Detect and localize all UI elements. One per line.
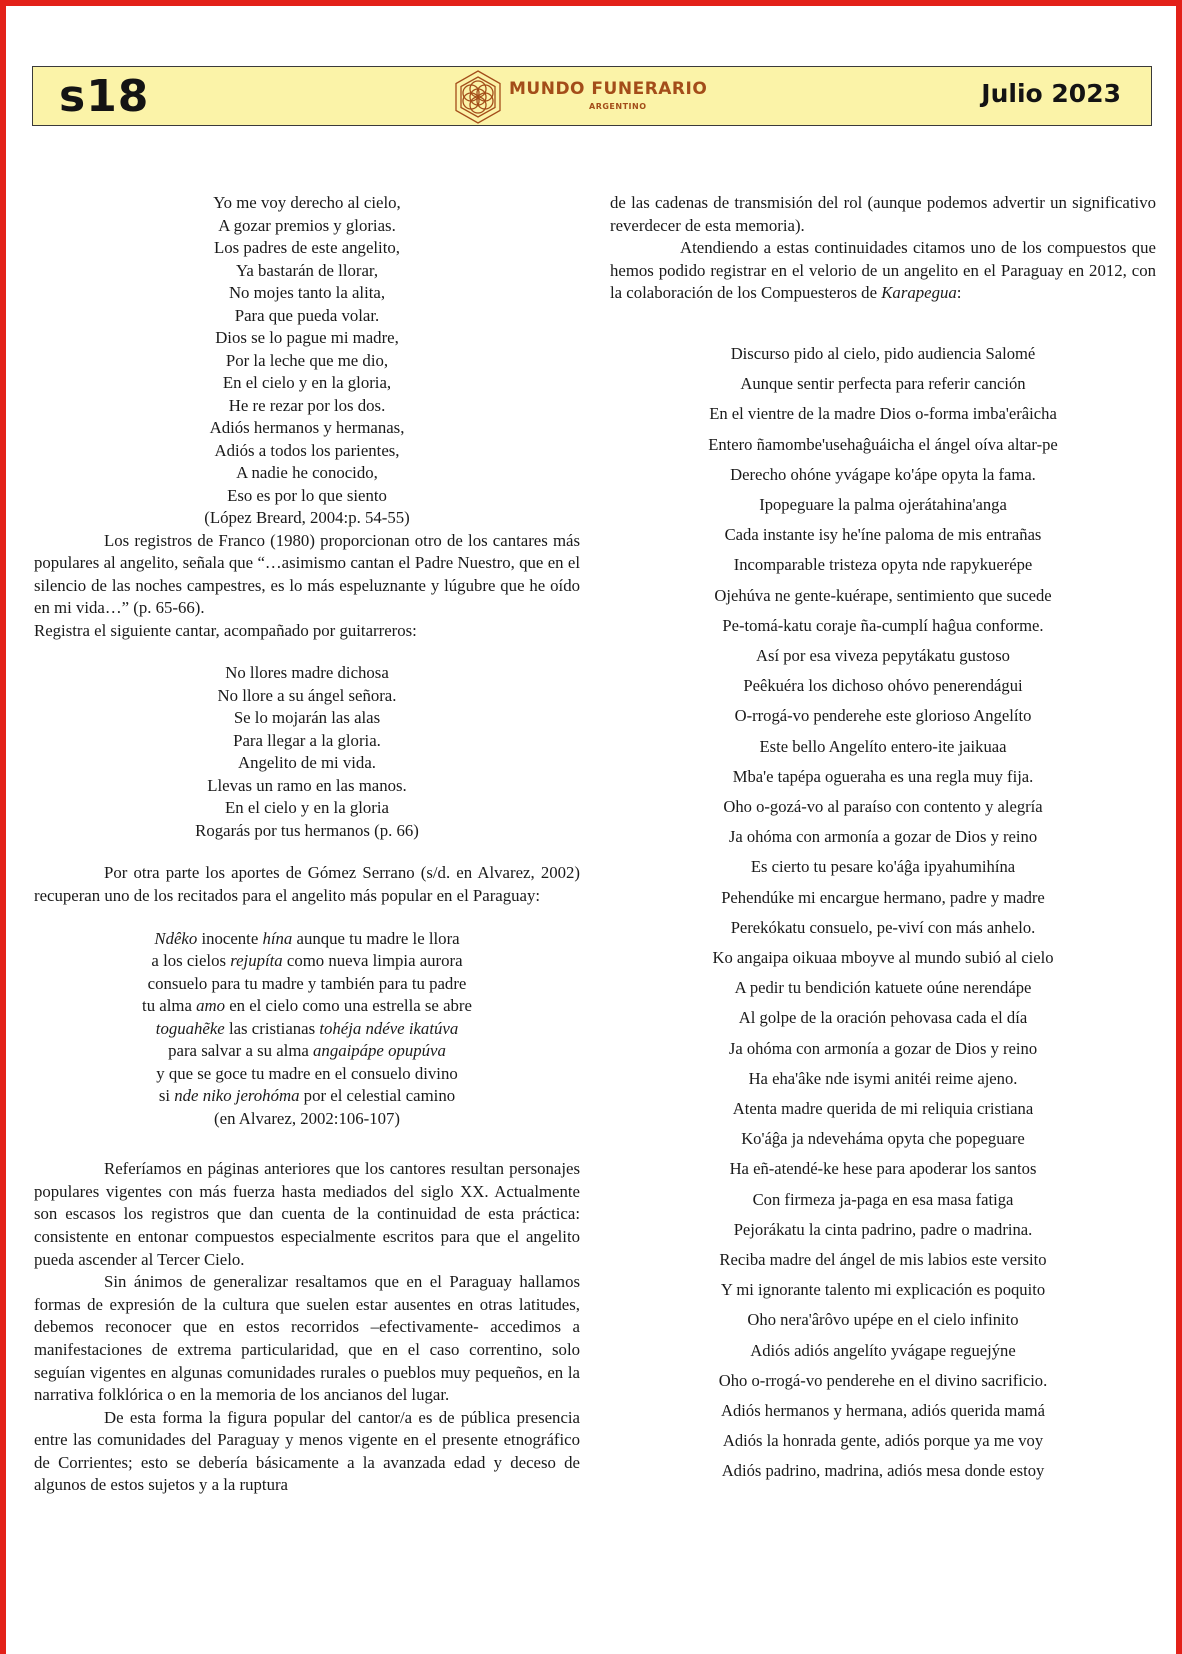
verse-line: Pejorákatu la cinta padrino, padre o madrina. [733, 1219, 1033, 1239]
verse-text: como nueva limpia aurora [282, 951, 463, 971]
verse-line: Aunque sentir perfecta para referir canción [740, 374, 1026, 394]
verse-line: Ipopeguare la palma ojerátahina'anga [759, 494, 1007, 514]
verse-text: aunque tu madre le llora [292, 928, 460, 948]
verse-line: Eso es por lo que siento [227, 485, 387, 505]
verse-text: si [158, 1086, 175, 1106]
verse-line: Ha eñ-atendé-ke hese para apoderar los santos [729, 1159, 1037, 1179]
issue-date: Julio 2023 [981, 79, 1121, 108]
paragraph-text: Atendiendo a estas continuidades citamos uno de los compuestos que hemos podido registrar en el velorio de un angelito en el Paraguay en 2012, con la colaboración de los Compuesteros de [610, 238, 1156, 303]
guarani-word: nde niko jerohóma [174, 1086, 300, 1106]
guarani-word: hína [262, 928, 293, 948]
verse-line: Ja ohóma con armonía a gozar de Dios y reino [728, 1038, 1038, 1058]
verse-text: tu alma [142, 996, 197, 1016]
verse-line: Ja ohóma con armonía a gozar de Dios y reino [728, 827, 1038, 847]
verse-line: Entero ñamombe'usehaĝuáicha el ángel oíva altar-pe [708, 434, 1058, 454]
verse-line: Yo me voy derecho al cielo, [213, 193, 401, 212]
verse-text: en el cielo como una estrella se abre [225, 996, 472, 1016]
poem-angelito-2 [34, 662, 580, 842]
brand-logo [451, 69, 751, 125]
verse-line: En el cielo y en la gloria [224, 798, 390, 818]
left-column [34, 192, 580, 1497]
verse-line: Ko angaipa oikuaa mboyve al mundo subió al cielo [712, 948, 1054, 968]
verse-line: Dios se lo pague mi madre, [215, 328, 399, 347]
verse-line: Adiós adiós angelíto yvágape reguejýne [750, 1340, 1016, 1360]
place-name: Karapegua [881, 283, 957, 303]
verse-line: A nadie he conocido, [236, 463, 378, 482]
verse-line [34, 1040, 580, 1063]
verse-text: para salvar a su alma [168, 1041, 314, 1061]
verse-line [34, 950, 580, 973]
verse-line: Oho nera'ârôvo upépe en el cielo infinito [747, 1310, 1019, 1330]
verse-line: He re rezar por los dos. [228, 395, 386, 415]
verse-line: Ya bastarán de llorar, [235, 260, 379, 280]
guarani-word: tohéja ndéve ikatúva [319, 1018, 459, 1038]
verse-line: Al golpe de la oración pehovasa cada el día [738, 1008, 1028, 1028]
verse-line: En el cielo y en la gloria, [222, 373, 392, 392]
verse-line: En el vientre de la madre Dios o-forma imba'erâicha [709, 404, 1057, 424]
verse-line: Pehendúke mi encargue hermano, padre y madre [721, 887, 1045, 907]
paragraph-text: : [956, 283, 962, 303]
page-number: s18 [59, 71, 150, 122]
verse-line: y que se goce tu madre en el consuelo divino [156, 1063, 458, 1083]
verse-line: Angelito de mi vida. [238, 753, 376, 773]
guarani-word: amo [196, 996, 225, 1016]
paragraph-paraguay: Sin ánimos de generalizar resaltamos que en el Paraguay hallamos formas de expresión de la cultura que suelen estar ausentes en otras latitudes, debemos reconocer que en estos recorridos –efectivamente- accedimos a manifestaciones de extrema particularidad, que en el caso correntino, solo seguían vigentes en algunas comunidades rurales o pueblos muy pequeños, en la narrativa folklórica o en la memoria de los ancianos del lugar. [34, 1272, 580, 1405]
verse-line: Con firmeza ja-paga en esa masa fatiga [752, 1189, 1014, 1209]
verse-line: Pe-tomá-katu coraje ña-cumplí haĝua conforme. [722, 615, 1044, 635]
verse-line: Por la leche que me dio, [225, 350, 389, 370]
paragraph-cantor-figura: De esta forma la figura popular del cantor/a es de pública presencia entre las comunidades del Paraguay y menos vigente en el presente etnográfico de Corrientes; esto se debería básicamente a la avanzada edad y deceso de algunos de estos sujetos y a la ruptura [34, 1407, 580, 1495]
brand-subtitle: ARGENTINO [589, 102, 647, 111]
right-column [610, 192, 1156, 1487]
verse-line: No llore a su ángel señora. [217, 685, 397, 705]
flower-of-life-icon [451, 69, 505, 125]
poem-compuesto [610, 339, 1156, 1487]
verse-line: Adiós hermanos y hermanas, [209, 418, 405, 437]
verse-line: Adiós hermanos y hermana, adiós querida mamá [721, 1401, 1045, 1421]
guarani-word: rejupíta [230, 951, 283, 971]
verse-line: No mojes tanto la alita, [228, 283, 386, 302]
verse-text: a los cielos [151, 951, 231, 971]
verse-line: Discurso pido al cielo, pido audiencia Salomé [730, 343, 1036, 363]
verse-line [34, 1085, 580, 1108]
verse-line: Perekókatu consuelo, pe-viví con más anhelo. [730, 917, 1036, 937]
guarani-word: Ndêko [154, 928, 198, 948]
verse-line: Ojehúva ne gente-kuérape, sentimiento que sucede [714, 585, 1052, 605]
verse-line: Así por esa viveza pepytákatu gustoso [756, 646, 1010, 665]
verse-text: por el celestial camino [299, 1086, 456, 1106]
verse-line: Derecho ohóne yvágape ko'ápe opyta la fama. [730, 464, 1036, 484]
verse-line: Ha eha'âke nde isymi anitéi reime ajeno. [748, 1068, 1018, 1088]
paragraph-cadenas: de las cadenas de transmisión del rol (aunque podemos advertir un significativo reverdecer de esta memoria). [610, 193, 1156, 235]
paragraph-franco: Los registros de Franco (1980) proporcionan otro de los cantares más populares al angelito, señala que “…asimismo cantan el Padre Nuestro, que en el silencio de las noches campestres, es lo más espeluznante y lúgubre que he oído en mi vida…” (p. 65-66). [34, 530, 580, 618]
verse-line: Adiós padrino, madrina, adiós mesa donde estoy [721, 1461, 1045, 1481]
paragraph-gomez-serrano: Por otra parte los aportes de Gómez Serrano (s/d. en Alvarez, 2002) recuperan uno de los recitados para el angelito más popular en el Paraguay: [34, 863, 580, 906]
verse-line: Se lo mojarán las alas [233, 708, 381, 728]
verse-line: Peêkuéra los dichoso ohóvo penerendágui [743, 676, 1023, 696]
verse-line: Incomparable tristeza opyta nde rapykuerépe [733, 555, 1033, 575]
verse-line: A gozar premios y glorias. [218, 215, 396, 235]
paragraph-continuidades [610, 237, 1156, 305]
paragraph-registra: Registra el siguiente cantar, acompañado por guitarreros: [34, 620, 417, 640]
verse-line: No llores madre dichosa [225, 663, 389, 683]
verse-line: Y mi ignorante talento mi explicación es poquito [720, 1280, 1046, 1300]
verse-line: Llevas un ramo en las manos. [207, 775, 407, 795]
guarani-word: angaipápe opupúva [313, 1041, 446, 1061]
verse-line: Para que pueda volar. [234, 305, 380, 325]
paragraph-cantores: Referíamos en páginas anteriores que los cantores resultan personajes populares vigentes con más fuerza hasta mediados del siglo XX. Actualmente son escasos los registros que dan cuenta de la continuidad de esta práctica: consistente en entonar compuestos especialmente escritos para que el angelito pueda ascender al Tercer Cielo. [34, 1159, 580, 1269]
citation: (López Breard, 2004:p. 54-55) [204, 508, 410, 527]
verse-line: Para llegar a la gloria. [233, 730, 381, 750]
verse-line [34, 928, 580, 951]
verse-line: Adiós a todos los parientes, [214, 440, 400, 460]
citation: (en Alvarez, 2002:106-107) [214, 1108, 400, 1128]
verse-line: consuelo para tu madre y también para tu padre [147, 973, 467, 993]
verse-line: Ko'áĝa ja ndevehámа opyta che popeguare [741, 1129, 1025, 1149]
verse-line: Es cierto tu pesare ko'áĝa ipyahumihína [750, 857, 1016, 877]
verse-line: O-rrogá-vo penderehe este glorioso Angelíto [734, 706, 1032, 726]
verse-line: Rogarás por tus hermanos (p. 66) [195, 820, 419, 840]
verse-line [34, 1018, 580, 1041]
verse-line: Reciba madre del ángel de mis labios este versito [719, 1250, 1047, 1270]
verse-line: Los padres de este angelito, [214, 238, 400, 257]
poem-angelito-1 [34, 192, 580, 530]
verse-line: Atenta madre querida de mi reliquia cristiana [732, 1099, 1034, 1119]
verse-line: A pedir tu bendición katuete oúne nerendápe [734, 978, 1032, 998]
guarani-word: toguahẽke [155, 1018, 225, 1038]
verse-line: Cada instante isy he'íne paloma de mis entrañas [724, 525, 1042, 545]
verse-line [34, 995, 580, 1018]
verse-line: Este bello Angelíto entero-ite jaikuaa [759, 736, 1007, 756]
verse-text: inocente [197, 928, 263, 948]
verse-line: Mba'e tapépa ogueraha es una regla muy fija. [732, 766, 1034, 786]
verse-line: Oho o-gozá-vo al paraíso con contento y alegría [723, 797, 1043, 817]
verse-line: Adiós la honrada gente, adiós porque ya me voy [722, 1431, 1044, 1451]
verse-text: las cristianas [224, 1018, 320, 1038]
page-header [32, 66, 1152, 126]
poem-recitado [34, 928, 580, 1131]
brand-name: MUNDO FUNERARIO [509, 79, 708, 99]
verse-line: Oho o-rrogá-vo penderehe en el divino sacrificio. [718, 1370, 1048, 1390]
